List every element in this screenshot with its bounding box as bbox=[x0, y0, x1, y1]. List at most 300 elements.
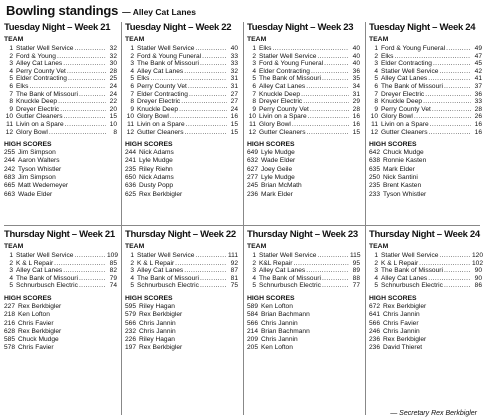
team-points: 27 bbox=[230, 90, 238, 98]
team-rank: 1 bbox=[374, 252, 378, 259]
standings-list bbox=[125, 252, 238, 290]
high-score-value: 218 bbox=[4, 311, 16, 319]
high-score-row bbox=[4, 344, 117, 352]
team-points: 111 bbox=[228, 252, 239, 259]
team-name: Alley Cat Lanes bbox=[16, 267, 63, 275]
team-points: 27 bbox=[230, 98, 238, 106]
team-points: 75 bbox=[230, 282, 238, 290]
bowler-name: Wade Elder bbox=[261, 157, 296, 165]
high-score-value: 595 bbox=[125, 302, 137, 310]
high-score-value: 649 bbox=[247, 149, 259, 157]
high-score-row bbox=[247, 149, 360, 157]
standings-list bbox=[4, 252, 117, 290]
leader-dots bbox=[200, 60, 227, 68]
high-score-row bbox=[369, 182, 482, 190]
team-rank: 10 bbox=[248, 113, 256, 121]
leader-dots bbox=[306, 83, 349, 91]
standings-row bbox=[4, 45, 117, 53]
leader-dots bbox=[317, 252, 349, 260]
standings-row bbox=[125, 260, 238, 268]
team-rank: 1 bbox=[9, 45, 13, 52]
team-points: 120 bbox=[472, 252, 483, 259]
team-rank: 1 bbox=[130, 252, 134, 259]
high-score-row bbox=[247, 311, 360, 319]
high-score-value: 250 bbox=[369, 174, 381, 182]
bowler-name: Jim Simpson bbox=[18, 174, 56, 182]
standings-row bbox=[369, 282, 482, 290]
team-points: 35 bbox=[352, 75, 360, 83]
section-title: Tuesday Night – Week 23 bbox=[247, 22, 354, 33]
team-points: 26 bbox=[474, 113, 482, 121]
team-name: Perry County Vet bbox=[16, 67, 66, 75]
team-rank: 3 bbox=[130, 60, 134, 68]
standings-row bbox=[247, 267, 360, 275]
team-points: 33 bbox=[230, 52, 238, 60]
standings-row bbox=[369, 275, 482, 283]
team-name: Schnurbusch Electric bbox=[381, 282, 443, 290]
team-rank: 11 bbox=[371, 120, 378, 128]
bowler-name: Nick Santini bbox=[383, 174, 418, 182]
leader-dots bbox=[184, 68, 227, 76]
team-rank: 6 bbox=[130, 82, 134, 90]
leader-dots bbox=[322, 275, 349, 283]
bowler-name: Rex Berkbigler bbox=[18, 302, 62, 310]
standings-row bbox=[247, 282, 360, 290]
leader-dots bbox=[195, 252, 227, 260]
bowler-name: Nick Adams bbox=[139, 149, 174, 157]
tuesday-week-section bbox=[247, 22, 360, 199]
leader-dots bbox=[419, 260, 471, 268]
team-rank: 6 bbox=[252, 82, 256, 90]
high-score-value: 663 bbox=[4, 190, 16, 198]
high-score-row bbox=[369, 328, 482, 336]
team-name: The Bank of Missouri bbox=[381, 267, 443, 275]
team-name: Statler Well Service bbox=[381, 67, 439, 75]
leader-dots bbox=[324, 60, 349, 68]
tuesday-week-section bbox=[125, 22, 238, 199]
high-score-row bbox=[4, 157, 117, 165]
leader-dots bbox=[79, 282, 106, 290]
team-name: Livin on a Spare bbox=[381, 120, 429, 128]
standings-list bbox=[125, 45, 238, 136]
team-name: Livin on a Spare bbox=[16, 120, 64, 128]
standings-row bbox=[125, 45, 238, 53]
leader-dots bbox=[428, 275, 471, 283]
bowler-name: Nick Adams bbox=[139, 174, 174, 182]
row-divider bbox=[4, 225, 480, 226]
team-name: K & L Repair bbox=[16, 259, 54, 267]
standings-row bbox=[125, 68, 238, 76]
team-name: Statler Well Service bbox=[137, 252, 195, 259]
high-score-value: 236 bbox=[369, 336, 381, 344]
team-name: Dreyer Electric bbox=[137, 98, 181, 106]
high-score-row bbox=[369, 320, 482, 328]
leader-dots bbox=[439, 252, 471, 260]
standings-list bbox=[4, 45, 117, 136]
team-name: Statler Well Service bbox=[16, 252, 74, 259]
standings-row bbox=[369, 129, 482, 137]
standings-row bbox=[4, 260, 117, 268]
leader-dots bbox=[317, 53, 349, 61]
standings-row bbox=[4, 68, 117, 76]
high-score-value: 236 bbox=[247, 190, 259, 198]
leader-dots bbox=[63, 267, 106, 275]
team-rank: 8 bbox=[130, 98, 134, 106]
high-score-value: 235 bbox=[369, 182, 381, 190]
standings-row bbox=[4, 275, 117, 283]
team-points: 10 bbox=[109, 120, 117, 128]
high-score-value: 683 bbox=[4, 174, 16, 182]
high-score-value: 244 bbox=[125, 149, 137, 157]
high-score-row bbox=[4, 336, 117, 344]
standings-row bbox=[247, 91, 360, 99]
team-points: 32 bbox=[230, 67, 238, 75]
page-header bbox=[6, 3, 196, 21]
high-score-row bbox=[247, 191, 360, 199]
team-rank: 9 bbox=[252, 105, 256, 113]
team-points: 20 bbox=[109, 105, 117, 113]
bowler-name: Chris Jannin bbox=[139, 319, 176, 327]
team-name: Perry County Vet bbox=[381, 105, 431, 113]
standings-row bbox=[4, 75, 117, 83]
leader-dots bbox=[272, 45, 349, 53]
team-rank: 9 bbox=[374, 105, 378, 113]
team-points: 31 bbox=[230, 75, 238, 83]
thursday-week-section bbox=[4, 229, 117, 353]
team-rank: 1 bbox=[374, 45, 378, 52]
high-score-row bbox=[4, 320, 117, 328]
team-name: Dreyer Electric bbox=[259, 98, 303, 106]
high-score-row bbox=[247, 328, 360, 336]
leader-dots bbox=[301, 91, 349, 99]
standings-list bbox=[369, 252, 482, 290]
team-rank: 8 bbox=[374, 98, 378, 106]
team-rank: 7 bbox=[374, 90, 378, 98]
leader-dots bbox=[430, 121, 471, 129]
high-score-value: 246 bbox=[369, 327, 381, 335]
bowler-name: Chuck Mudge bbox=[383, 149, 424, 157]
high-score-value: 209 bbox=[247, 336, 259, 344]
standings-row bbox=[125, 129, 238, 137]
team-header: TEAM bbox=[247, 36, 267, 43]
team-header: TEAM bbox=[369, 36, 389, 43]
bowler-name: Chris Favier bbox=[18, 344, 54, 352]
high-score-value: 244 bbox=[4, 157, 16, 165]
team-rank: 5 bbox=[374, 282, 378, 290]
team-rank: 1 bbox=[252, 252, 256, 259]
column-divider bbox=[365, 22, 366, 415]
leader-dots bbox=[414, 113, 471, 121]
team-rank: 6 bbox=[9, 82, 13, 90]
leader-dots bbox=[423, 98, 471, 106]
high-score-row bbox=[4, 182, 117, 190]
standings-row bbox=[125, 98, 238, 106]
leader-dots bbox=[175, 260, 227, 268]
high-score-row bbox=[125, 311, 238, 319]
high-score-row bbox=[247, 174, 360, 182]
high-scores-header: HIGH SCORES bbox=[369, 141, 417, 149]
team-points: 31 bbox=[230, 82, 238, 90]
team-name: The Bank of Missouri bbox=[137, 60, 199, 68]
team-points: 49 bbox=[474, 45, 482, 52]
team-points: 42 bbox=[474, 67, 482, 75]
high-score-value: 625 bbox=[125, 190, 137, 198]
high-score-row bbox=[125, 344, 238, 352]
secretary-signoff: — Secretary Rex Berkbigler bbox=[390, 410, 477, 417]
leader-dots bbox=[439, 68, 471, 76]
team-rank: 10 bbox=[370, 113, 378, 121]
team-name: Ford & Young bbox=[16, 52, 56, 60]
team-points: 82 bbox=[109, 267, 117, 275]
leader-dots bbox=[432, 106, 471, 114]
high-score-row bbox=[369, 174, 482, 182]
team-points: 37 bbox=[474, 82, 482, 90]
team-points: 25 bbox=[109, 75, 117, 83]
team-points: 28 bbox=[352, 105, 360, 113]
bowler-name: Riley Hagan bbox=[139, 302, 175, 310]
high-score-row bbox=[247, 320, 360, 328]
leader-dots bbox=[188, 83, 227, 91]
standings-row bbox=[125, 91, 238, 99]
page-title: Bowling standings bbox=[6, 3, 119, 18]
section-title: Tuesday Night – Week 22 bbox=[125, 22, 232, 33]
leader-dots bbox=[195, 45, 227, 53]
team-rank: 12 bbox=[248, 128, 256, 136]
standings-row bbox=[369, 68, 482, 76]
bowler-name: Riley Riehn bbox=[139, 165, 173, 173]
standings-row bbox=[247, 106, 360, 114]
standings-row bbox=[125, 60, 238, 68]
team-name: Dreyer Electric bbox=[16, 105, 60, 113]
high-score-row bbox=[247, 344, 360, 352]
high-score-value: 232 bbox=[125, 327, 137, 335]
leader-dots bbox=[202, 53, 227, 61]
team-rank: 2 bbox=[252, 52, 256, 60]
team-name: Ford & Young Funeral bbox=[381, 45, 446, 52]
bowler-name: Aaron Walters bbox=[18, 157, 60, 165]
leader-dots bbox=[200, 275, 227, 283]
team-points: 81 bbox=[230, 274, 238, 282]
high-scores-header: HIGH SCORES bbox=[247, 141, 295, 149]
team-name: Dreyer Electric bbox=[381, 90, 425, 98]
team-header: TEAM bbox=[369, 243, 389, 250]
team-points: 22 bbox=[109, 98, 117, 106]
standings-row bbox=[4, 113, 117, 121]
high-score-value: 584 bbox=[247, 311, 259, 319]
bowler-name: Chris Jannin bbox=[383, 311, 420, 319]
team-points: 85 bbox=[109, 259, 117, 267]
team-points: 33 bbox=[474, 98, 482, 106]
section-title: Thursday Night – Week 21 bbox=[4, 229, 115, 240]
high-score-row bbox=[247, 166, 360, 174]
team-rank: 2 bbox=[9, 259, 13, 267]
column-divider bbox=[243, 22, 244, 415]
team-name: Gutter Cleaners bbox=[381, 128, 428, 136]
standings-row bbox=[4, 91, 117, 99]
bowler-name: Chris Favier bbox=[18, 319, 54, 327]
team-name: Elder Contracting bbox=[137, 90, 188, 98]
team-name: Gutter Cleaners bbox=[137, 128, 184, 136]
team-points: 31 bbox=[352, 90, 360, 98]
leader-dots bbox=[74, 45, 106, 53]
standings-row bbox=[247, 260, 360, 268]
team-rank: 9 bbox=[9, 105, 13, 113]
high-score-row bbox=[4, 328, 117, 336]
bowler-name: Jim Simpson bbox=[18, 149, 56, 157]
high-scores-header: HIGH SCORES bbox=[4, 141, 52, 149]
team-points: 102 bbox=[472, 259, 483, 267]
team-name: The Bank of Missouri bbox=[16, 274, 78, 282]
team-name: Perry County Vet bbox=[137, 82, 187, 90]
bowler-name: Dusty Popp bbox=[139, 182, 174, 190]
team-rank: 4 bbox=[130, 274, 134, 282]
standings-row bbox=[125, 282, 238, 290]
bowler-name: Mark Elder bbox=[383, 165, 415, 173]
team-rank: 5 bbox=[130, 75, 134, 83]
team-rank: 4 bbox=[374, 67, 378, 75]
high-score-row bbox=[4, 149, 117, 157]
team-points: 90 bbox=[474, 267, 482, 275]
team-points: 74 bbox=[109, 282, 117, 290]
leader-dots bbox=[189, 91, 227, 99]
team-name: Gutter Cleaners bbox=[259, 128, 306, 136]
team-points: 95 bbox=[352, 259, 360, 267]
team-points: 86 bbox=[474, 282, 482, 290]
team-rank: 5 bbox=[252, 282, 256, 290]
bowler-name: Chris Jannin bbox=[261, 319, 298, 327]
standings-row bbox=[247, 45, 360, 53]
bowler-name: Rex Berkbigler bbox=[139, 311, 183, 319]
team-rank: 8 bbox=[252, 98, 256, 106]
standings-list bbox=[369, 45, 482, 136]
bowler-name: Brian Bachmann bbox=[261, 327, 310, 335]
team-points: 16 bbox=[474, 120, 482, 128]
team-rank: 11 bbox=[127, 120, 134, 128]
high-scores-header: HIGH SCORES bbox=[125, 294, 173, 302]
team-rank: 2 bbox=[374, 259, 378, 267]
standings-row bbox=[369, 267, 482, 275]
high-score-row bbox=[125, 166, 238, 174]
team-rank: 7 bbox=[130, 90, 134, 98]
team-name: Elks bbox=[381, 52, 394, 60]
standings-row bbox=[247, 121, 360, 129]
leader-dots bbox=[444, 282, 471, 290]
standings-list bbox=[247, 252, 360, 290]
bowler-name: Lyle Mudge bbox=[139, 157, 173, 165]
standings-row bbox=[125, 75, 238, 83]
bowler-name: Chris Jannin bbox=[139, 327, 176, 335]
team-rank: 11 bbox=[249, 120, 256, 128]
high-score-value: 216 bbox=[4, 319, 16, 327]
high-scores-header: HIGH SCORES bbox=[125, 141, 173, 149]
high-score-value: 255 bbox=[4, 149, 16, 157]
bowler-name: Matt Wedemeyer bbox=[18, 182, 69, 190]
standings-row bbox=[4, 106, 117, 114]
team-points: 40 bbox=[230, 45, 238, 52]
team-name: Elks bbox=[259, 45, 272, 52]
team-points: 77 bbox=[352, 282, 360, 290]
bowler-name: Tyson Whistler bbox=[18, 165, 62, 173]
team-points: 28 bbox=[109, 67, 117, 75]
leader-dots bbox=[433, 60, 471, 68]
high-score-value: 242 bbox=[4, 165, 16, 173]
team-name: Statler Well Service bbox=[259, 252, 317, 259]
standings-row bbox=[247, 83, 360, 91]
leader-dots bbox=[67, 68, 106, 76]
high-score-row bbox=[247, 303, 360, 311]
leader-dots bbox=[429, 129, 471, 137]
team-rank: 3 bbox=[9, 267, 13, 275]
high-score-row bbox=[247, 182, 360, 190]
bowler-name: Chuck Mudge bbox=[18, 336, 59, 344]
leader-dots bbox=[63, 60, 106, 68]
team-name: Statler Well Service bbox=[259, 52, 317, 60]
bowler-name: Rex Berkbigler bbox=[383, 302, 427, 310]
team-rank: 2 bbox=[252, 259, 256, 267]
team-points: 33 bbox=[230, 60, 238, 68]
thursday-week-section bbox=[125, 229, 238, 353]
team-rank: 1 bbox=[252, 45, 256, 52]
team-rank: 3 bbox=[374, 267, 378, 275]
high-score-row bbox=[125, 303, 238, 311]
high-scores-header: HIGH SCORES bbox=[4, 294, 52, 302]
high-score-row bbox=[4, 174, 117, 182]
high-score-row bbox=[125, 328, 238, 336]
team-name: The Bank of Missouri bbox=[259, 75, 321, 83]
team-points: 32 bbox=[109, 52, 117, 60]
high-score-value: 650 bbox=[125, 174, 137, 182]
standings-row bbox=[247, 53, 360, 61]
thursday-week-section bbox=[247, 229, 360, 353]
standings-row bbox=[4, 60, 117, 68]
leader-dots bbox=[292, 121, 349, 129]
team-rank: 4 bbox=[252, 274, 256, 282]
team-points: 47 bbox=[474, 52, 482, 60]
leader-dots bbox=[310, 106, 349, 114]
team-name: Knuckle Deep bbox=[137, 105, 179, 113]
high-score-value: 566 bbox=[125, 319, 137, 327]
team-name: Perry County Vet bbox=[259, 105, 309, 113]
team-points: 30 bbox=[109, 60, 117, 68]
leader-dots bbox=[64, 113, 106, 121]
team-name: Alley Cat Lanes bbox=[259, 82, 306, 90]
standings-row bbox=[369, 60, 482, 68]
team-points: 36 bbox=[474, 90, 482, 98]
team-rank: 10 bbox=[126, 113, 134, 121]
team-rank: 3 bbox=[252, 60, 256, 68]
bowler-name: Rex Berkbigler bbox=[383, 336, 427, 344]
team-points: 92 bbox=[230, 259, 238, 267]
standings-row bbox=[125, 83, 238, 91]
high-score-value: 277 bbox=[247, 174, 259, 182]
team-points: 115 bbox=[350, 252, 361, 259]
high-score-row bbox=[369, 344, 482, 352]
team-name: Livin on a Spare bbox=[259, 113, 307, 121]
team-points: 24 bbox=[109, 82, 117, 90]
high-score-value: 632 bbox=[247, 157, 259, 165]
high-score-row bbox=[4, 311, 117, 319]
team-name: Ford & Young Funeral bbox=[259, 60, 324, 68]
team-name: Gutter Cleaners bbox=[16, 113, 63, 121]
team-rank: 5 bbox=[130, 282, 134, 290]
high-score-row bbox=[369, 166, 482, 174]
standings-row bbox=[369, 83, 482, 91]
bowler-name: Ken Lofton bbox=[261, 344, 293, 352]
team-points: 8 bbox=[113, 128, 117, 136]
leader-dots bbox=[79, 91, 106, 99]
team-points: 89 bbox=[352, 267, 360, 275]
leader-dots bbox=[200, 282, 227, 290]
